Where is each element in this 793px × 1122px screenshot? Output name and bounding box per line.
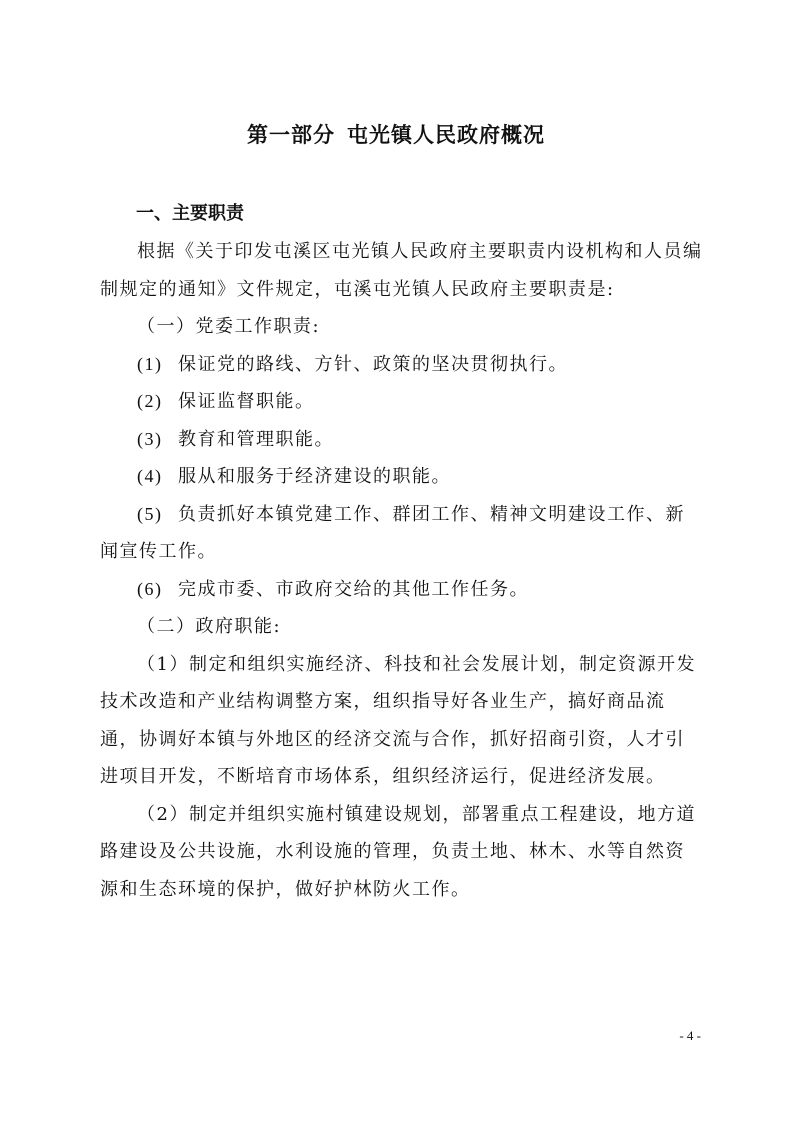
list-item	[100, 421, 704, 459]
gov-paragraph: （1）制定和组织实施经济、科技和社会发展计划，制定资源开发技术改造和产业结构调整方案，组织指导好各业生产，搞好商品流通，协调好本镇与外地区的经济交流与合作，抓好招商引资，人才引进项目开发，不断培育市场体系，组织经济运行，促进经济发展。	[100, 653, 696, 787]
party-heading: （一）党委工作职责:	[137, 316, 321, 337]
item-number: (5)	[137, 503, 163, 524]
intro-paragraph: 根据《关于印发屯溪区屯光镇人民政府主要职责内设机构和人员编制规定的通知》文件规定，屯溪屯光镇人民政府主要职责是:	[100, 241, 703, 300]
item-text: 负责抓好本镇党建工作、群团工作、精神文明建设工作、新闻宣传工作。	[100, 503, 685, 562]
page-title	[46, 119, 746, 149]
item-number: (2)	[137, 391, 163, 411]
list-item	[100, 571, 704, 609]
list-item	[100, 496, 704, 571]
item-number: (1)	[137, 353, 163, 374]
list-item	[100, 383, 704, 421]
item-text: 服从和服务于经济建设的职能。	[178, 466, 451, 487]
item-number: (3)	[137, 428, 163, 449]
body-text	[100, 233, 704, 908]
list-item	[100, 346, 704, 384]
gov-heading: （二）政府职能:	[137, 616, 282, 637]
item-text: 完成市委、市政府交给的其他工作任务。	[178, 578, 529, 600]
item-number: (4)	[137, 466, 163, 486]
item-text: 教育和管理职能。	[178, 428, 334, 450]
title-part: 第一部分	[247, 123, 335, 147]
item-text: 保证监督职能。	[178, 391, 315, 412]
item-text: 保证党的路线、方针、政策的坚决贯彻执行。	[178, 353, 568, 375]
page-number: - 4 -	[679, 1028, 701, 1043]
list-item	[100, 458, 704, 496]
section-heading: 一、主要职责	[136, 203, 244, 224]
title-name: 屯光镇人民政府概况	[347, 123, 545, 147]
gov-paragraph: （2）制定并组织实施村镇建设规划，部署重点工程建设，地方道路建设及公共设施，水利设施的管理，负责土地、林木、水等自然资源和生态环境的保护，做好护林防火工作。	[100, 803, 696, 900]
item-number: (6)	[137, 578, 163, 599]
